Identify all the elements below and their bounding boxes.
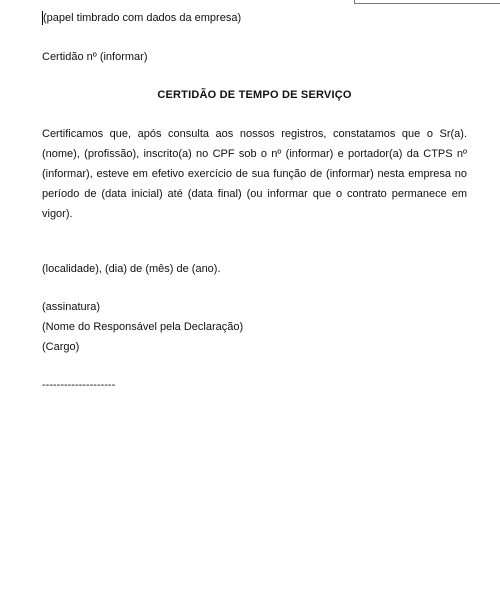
body-line[interactable]: (nome), (profissão), inscrito(a) no CPF sob o nº (informar) e portador(a) da CTPS nº (42, 148, 467, 160)
responsible-name[interactable]: (Nome do Responsável pela Declaração) (42, 321, 244, 333)
body-line[interactable]: vigor). (42, 208, 73, 220)
place-date-line[interactable]: (localidade), (dia) de (mês) de (ano). (42, 263, 221, 275)
signature-placeholder[interactable]: (assinatura) (42, 301, 101, 313)
body-line[interactable]: Certificamos que, após consulta aos nossos registros, constatamos que o Sr(a). (42, 128, 467, 140)
role-line[interactable]: (Cargo) (42, 341, 80, 353)
certificate-body[interactable] (42, 124, 467, 224)
certificate-number[interactable]: Certidão nº (informar) (42, 51, 148, 63)
body-line[interactable]: (informar), esteve em efetivo exercício de sua função de (informar) nesta empresa no (42, 168, 467, 180)
body-line[interactable]: período de (data inicial) até (data final) (ou informar que o contrato permanece em (42, 188, 467, 200)
page-corner-frame (354, 0, 500, 4)
letterhead-text[interactable]: (papel timbrado com dados da empresa) (43, 12, 242, 24)
separator-line[interactable]: -------------------- (42, 379, 116, 391)
document-title[interactable]: CERTIDÃO DE TEMPO DE SERVIÇO (157, 89, 352, 101)
